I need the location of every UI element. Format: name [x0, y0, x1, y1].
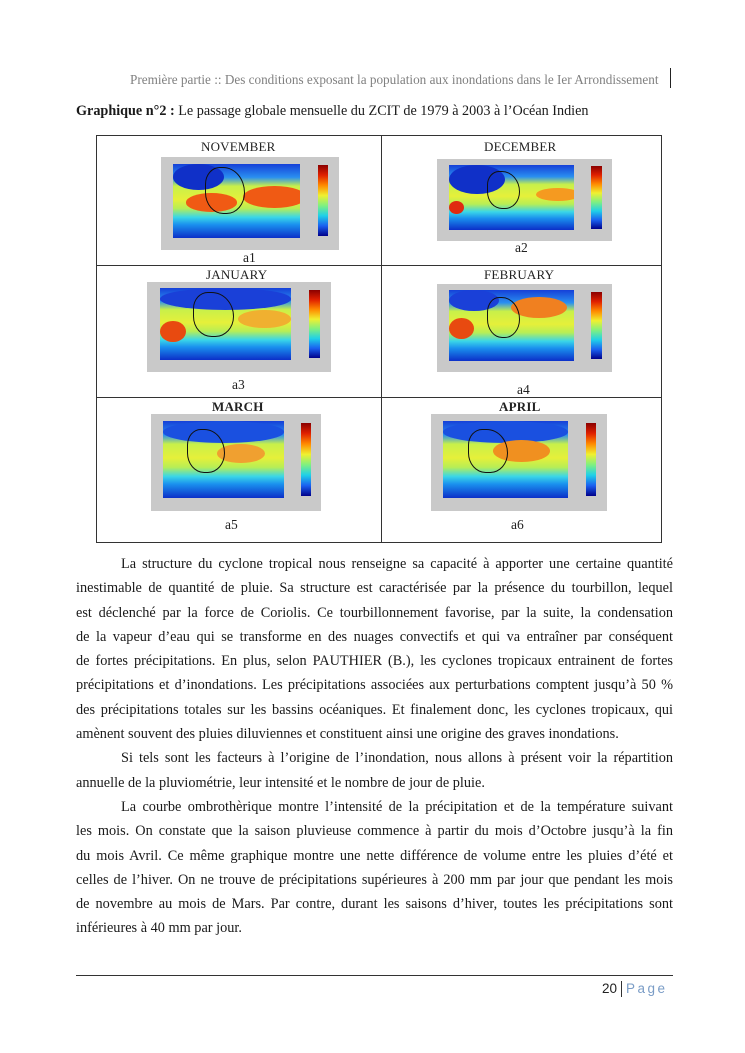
panel-title: FEBRUARY [484, 267, 555, 282]
text-line: celles de l’hiver. On ne trouve de précipitations supérieures à 200 mm par jour que pendant les mois [76, 871, 673, 888]
precipitation-map [161, 157, 339, 250]
paragraph [76, 795, 673, 941]
panel-title: MARCH [212, 399, 264, 414]
text-line: des précipitations totales sur les bassins océaniques. Et finalement donc, les cyclones tropicaux, qui [76, 701, 673, 718]
panel-label: a4 [517, 382, 530, 397]
text-line: de novembre au mois de Mars. Par contre, durant les saisons d’hiver, toutes les précipitations sont [76, 896, 673, 913]
colorbar [586, 423, 597, 497]
text-line: de fortes précipitations. En plus, selon PAUTHIER (B.), les cyclones tropicaux entrainent de fortes [76, 653, 673, 670]
text-line: La structure du cyclone tropical nous renseigne sa capacité à apporter une certaine quantité [121, 556, 673, 572]
page-word: Page [626, 981, 668, 996]
precipitation-map [151, 414, 321, 511]
precipitation-map [431, 414, 607, 511]
text-line: du mois Avril. Ce même graphique montre une nette différence de volume entre les pluies d’été et [76, 847, 673, 864]
colorbar [301, 423, 311, 497]
text-line: inférieures à 40 mm par jour. [76, 920, 242, 937]
panel-label: a2 [515, 240, 528, 255]
text-line: les mois. On constate que la saison pluvieuse commence à partir du mois d’Octobre jusqu’à la fin [76, 823, 673, 840]
page-number [602, 981, 668, 997]
running-header: Première partie :: Des conditions exposant la population aux inondations dans le Ier Arrondissement [130, 72, 659, 87]
colorbar [309, 290, 320, 358]
panel-title: APRIL [499, 399, 541, 414]
text-line: de la vapeur d’eau qui se transforme en des nuages convectifs et qui va entraîner par conséquent [76, 628, 673, 645]
panel-label: a3 [232, 377, 245, 392]
text-line: La courbe ombrothèrique montre l’intensité de la précipitation et de la température suivant [121, 798, 673, 815]
precipitation-map [437, 284, 612, 372]
figure-caption [76, 103, 589, 120]
colorbar [591, 166, 602, 228]
text-line: précipitations et d’inondations. Les précipitations associées aux perturbations comptent jusqu’à 50 % [76, 677, 673, 694]
body-text [76, 552, 673, 941]
panel-label: a5 [225, 517, 238, 532]
colorbar [591, 292, 602, 359]
caption-text: Le passage globale mensuelle du ZCIT de 1979 à 2003 à l’Océan Indien [174, 103, 589, 119]
panel-title: JANUARY [206, 267, 268, 282]
text-line: amènent souvent des pluies diluviennes et constituent ainsi une origine des graves inondations. [76, 726, 619, 743]
grid-divider [381, 136, 382, 542]
colorbar [318, 165, 329, 236]
panel-title: DECEMBER [484, 139, 557, 154]
text-line: est déclenché par la force de Coriolis. Ce tourbillonnement favorise, par la suite, la condensation [76, 604, 673, 621]
precipitation-map [437, 159, 612, 241]
itcz-figure-grid [96, 135, 662, 543]
page-number-value: 20 [602, 981, 618, 996]
panel-label: a1 [243, 250, 256, 265]
text-line: Si tels sont les facteurs à l’origine de l’inondation, nous allons à présent voir la répartition [121, 750, 673, 767]
footer-divider [76, 975, 673, 976]
grid-divider [97, 265, 661, 266]
header-divider [670, 68, 671, 88]
precipitation-map [147, 282, 331, 372]
paragraph [76, 746, 673, 795]
text-line: inestimable de quantité de pluie. Sa structure est caractérisée par la présence du tourbillon, lequel [76, 580, 673, 597]
paragraph [76, 552, 673, 746]
caption-label: Graphique n°2 : [76, 103, 175, 119]
grid-divider [97, 397, 661, 398]
panel-title: NOVEMBER [201, 139, 276, 154]
text-line: annuelle de la pluviométrie, leur intensité et le nombre de jour de pluie. [76, 774, 485, 791]
panel-label: a6 [511, 517, 524, 532]
